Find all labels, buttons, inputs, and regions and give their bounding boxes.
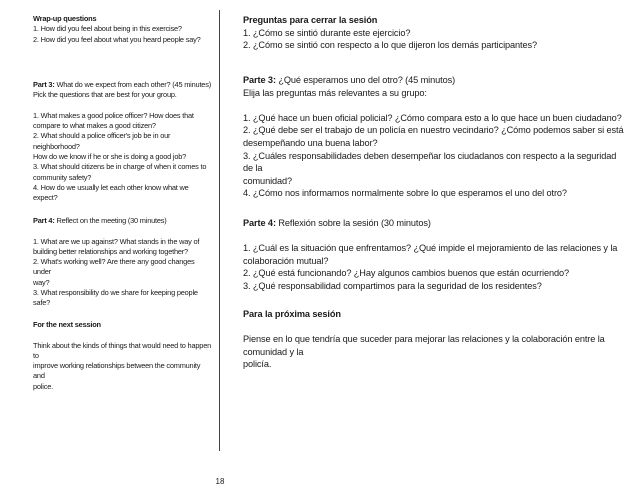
part3-line-es: 2. ¿Qué debe ser el trabajo de un policía en nuestro vecindario? ¿Cómo podemos saber si está bbox=[243, 125, 624, 136]
part4-line-en: way? bbox=[33, 277, 50, 287]
part4-line-es: 2. ¿Qué está funcionando? ¿Hay algunos cambios buenos que están ocurriendo? bbox=[243, 268, 570, 279]
wrap-up-title-en: Wrap-up questions bbox=[33, 14, 97, 23]
part4-line-es: 3. ¿Qué responsabilidad compartimos para la seguridad de los residentes? bbox=[243, 280, 542, 291]
part3-line-es: comunidad? bbox=[243, 175, 293, 186]
part4-heading-en: Reflect on the meeting (30 minutes) bbox=[54, 216, 167, 225]
next-session-title-es: Para la próxima sesión bbox=[243, 309, 341, 319]
next-session-line-en: police. bbox=[33, 381, 53, 391]
part4-label-en: Part 4: bbox=[33, 216, 55, 225]
part3-line-en: 2. What should a police officer's job be in our neighborhood? bbox=[33, 131, 171, 151]
wrap-up-q2-es: 2. ¿Cómo se sintió con respecto a lo que dijeron los demás participantes? bbox=[243, 40, 538, 51]
wrap-up-q2-en: 2. How did you feel about what you heard people say? bbox=[33, 34, 201, 44]
part3-label-en: Part 3: bbox=[33, 80, 55, 89]
part3-line-es: desempeñando una buena labor? bbox=[243, 137, 378, 148]
part4-label-es: Parte 4: bbox=[243, 218, 276, 228]
part4-section-en bbox=[33, 216, 213, 309]
part3-heading-es: ¿Qué esperamos uno del otro? (45 minutos) bbox=[275, 75, 456, 85]
wrap-up-section-en bbox=[33, 14, 213, 45]
next-session-section-en bbox=[33, 320, 213, 392]
part4-line-es: 1. ¿Cuál es la situación que enfrentamos? ¿Qué impide el mejoramiento de las relaciones y la bbox=[243, 243, 618, 254]
part4-line-en: building better relationships and working together? bbox=[33, 246, 188, 256]
wrap-up-q1-en: 1. How did you feel about being in this exercise? bbox=[33, 24, 182, 34]
part3-line-en: 1. What makes a good police officer? How does that bbox=[33, 110, 194, 120]
next-session-line-en: Think about the kinds of things that would need to happen to bbox=[33, 340, 212, 360]
part3-intro-es: Elija las preguntas más relevantes a su grupo: bbox=[243, 87, 427, 98]
part3-line-en: 3. What should citizens be in charge of when it comes to bbox=[33, 162, 207, 172]
part3-heading-en: What do we expect from each other? (45 minutes) bbox=[54, 80, 211, 89]
part3-line-en: community safety? bbox=[33, 172, 92, 182]
wrap-up-section-es bbox=[243, 14, 628, 52]
part4-line-en: 3. What responsibility do we share for keeping people safe? bbox=[33, 288, 198, 308]
part3-section-es bbox=[243, 74, 628, 200]
next-session-title-en: For the next session bbox=[33, 320, 101, 329]
part4-line-es: colaboración mutual? bbox=[243, 255, 329, 266]
part3-line-es: 1. ¿Qué hace un buen oficial policial? ¿Cómo compara esto a lo que hace un buen ciudadano? bbox=[243, 112, 622, 123]
part3-line-es: 3. ¿Cuáles responsabilidades deben desempeñar los ciudadanos con respecto a la seguridad de la bbox=[243, 150, 617, 174]
part3-intro-en: Pick the questions that are best for your group. bbox=[33, 90, 177, 100]
wrap-up-q1-es: 1. ¿Cómo se sintió durante este ejercicio? bbox=[243, 27, 411, 38]
part3-line-en: 4. How do we usually let each other know what we expect? bbox=[33, 182, 189, 203]
part3-line-es: 4. ¿Cómo nos informamos normalmente sobre lo que esperamos el uno del otro? bbox=[243, 188, 567, 199]
wrap-up-title-es: Preguntas para cerrar la sesión bbox=[243, 15, 378, 25]
part4-heading-es: Reflexión sobre la sesión (30 minutos) bbox=[275, 218, 431, 228]
part3-line-en: How do we know if he or she is doing a good job? bbox=[33, 152, 187, 162]
part4-section-es bbox=[243, 217, 628, 293]
part3-label-es: Parte 3: bbox=[243, 75, 276, 85]
part3-section-en bbox=[33, 80, 213, 204]
next-session-line-es: policía. bbox=[243, 359, 272, 370]
next-session-section-es bbox=[243, 308, 628, 371]
column-divider bbox=[219, 10, 220, 451]
page-number: 18 bbox=[215, 477, 225, 486]
part3-line-en: compare to what makes a good citizen? bbox=[33, 121, 156, 131]
next-session-line-en: improve working relationships between the community and bbox=[33, 361, 201, 381]
next-session-line-es: Piense en lo que tendría que suceder para mejorar las relaciones y la colaboración entre la comunidad y la bbox=[243, 334, 605, 357]
part4-line-en: 1. What are we up against? What stands in the way of bbox=[33, 236, 200, 246]
part4-line-en: 2. What's working well? Are there any good changes under bbox=[33, 257, 195, 277]
